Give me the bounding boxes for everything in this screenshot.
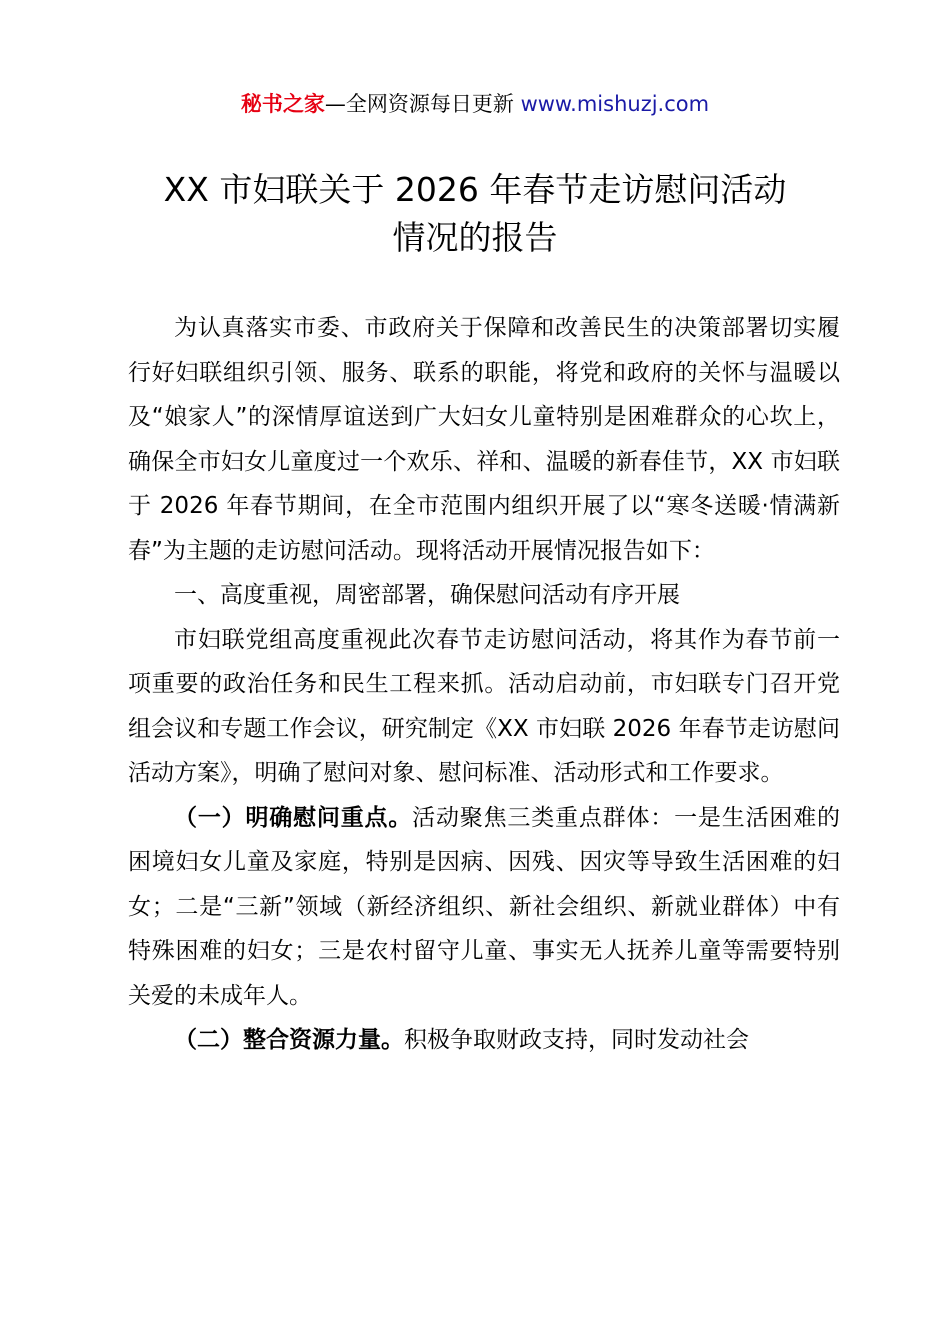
title-line-2: 情况的报告 — [392, 218, 558, 257]
item-2-paragraph — [128, 1018, 840, 1063]
item-1-label: （一）明确慰问重点。 — [174, 804, 413, 831]
item-1-paragraph — [128, 796, 840, 1019]
document-body — [128, 306, 840, 1063]
section-1-heading: 一、高度重视，周密部署，确保慰问活动有序开展 — [174, 582, 680, 608]
header-slogan: —全网资源每日更新 — [324, 92, 521, 116]
item-2-text: 积极争取财政支持，同时发动社会 — [404, 1027, 749, 1053]
intro-paragraph: 为认真落实市委、市政府关于保障和改善民生的决策部署切实履行好妇联组织引领、服务、联系的职能，将党和政府的关怀与温暖以及“娘家人”的深情厚谊送到广大妇女儿童特别是困难群众的心坎上，确保全市妇女儿童度过一个欢乐、祥和、温暖的新春佳节，XX 市妇联于 2026 年春节期间，在全市范围内组织开展了以“寒冬送暖·情满新春”为主题的走访慰问活动。现将活动开展情况报告如下： — [128, 315, 840, 564]
item-2-label: （二）整合资源力量。 — [174, 1027, 404, 1053]
site-url[interactable]: www.mishuzj.com — [520, 92, 710, 116]
section-1-paragraph: 市妇联党组高度重视此次春节走访慰问活动，将其作为春节前一项重要的政治任务和民生工程来抓。活动启动前，市妇联专门召开党组会议和专题工作会议，研究制定《XX 市妇联 2026 年春节走访慰问活动方案》，明确了慰问对象、慰问标准、活动形式和工作要求。 — [128, 626, 840, 786]
document-title — [60, 166, 890, 262]
title-line-1: XX 市妇联关于 2026 年春节走访慰问活动 — [163, 170, 787, 209]
site-header — [0, 88, 950, 120]
brand-name: 秘书之家 — [240, 92, 325, 116]
item-1-text: 活动聚焦三类重点群体：一是生活困难的困境妇女儿童及家庭，特别是因病、因残、因灾等导致生活困难的妇女；二是“三新”领域（新经济组织、新社会组织、新就业群体）中有特殊困难的妇女；三是农村留守儿童、事实无人抚养儿童等需要特别关爱的未成年人。 — [128, 804, 841, 1009]
